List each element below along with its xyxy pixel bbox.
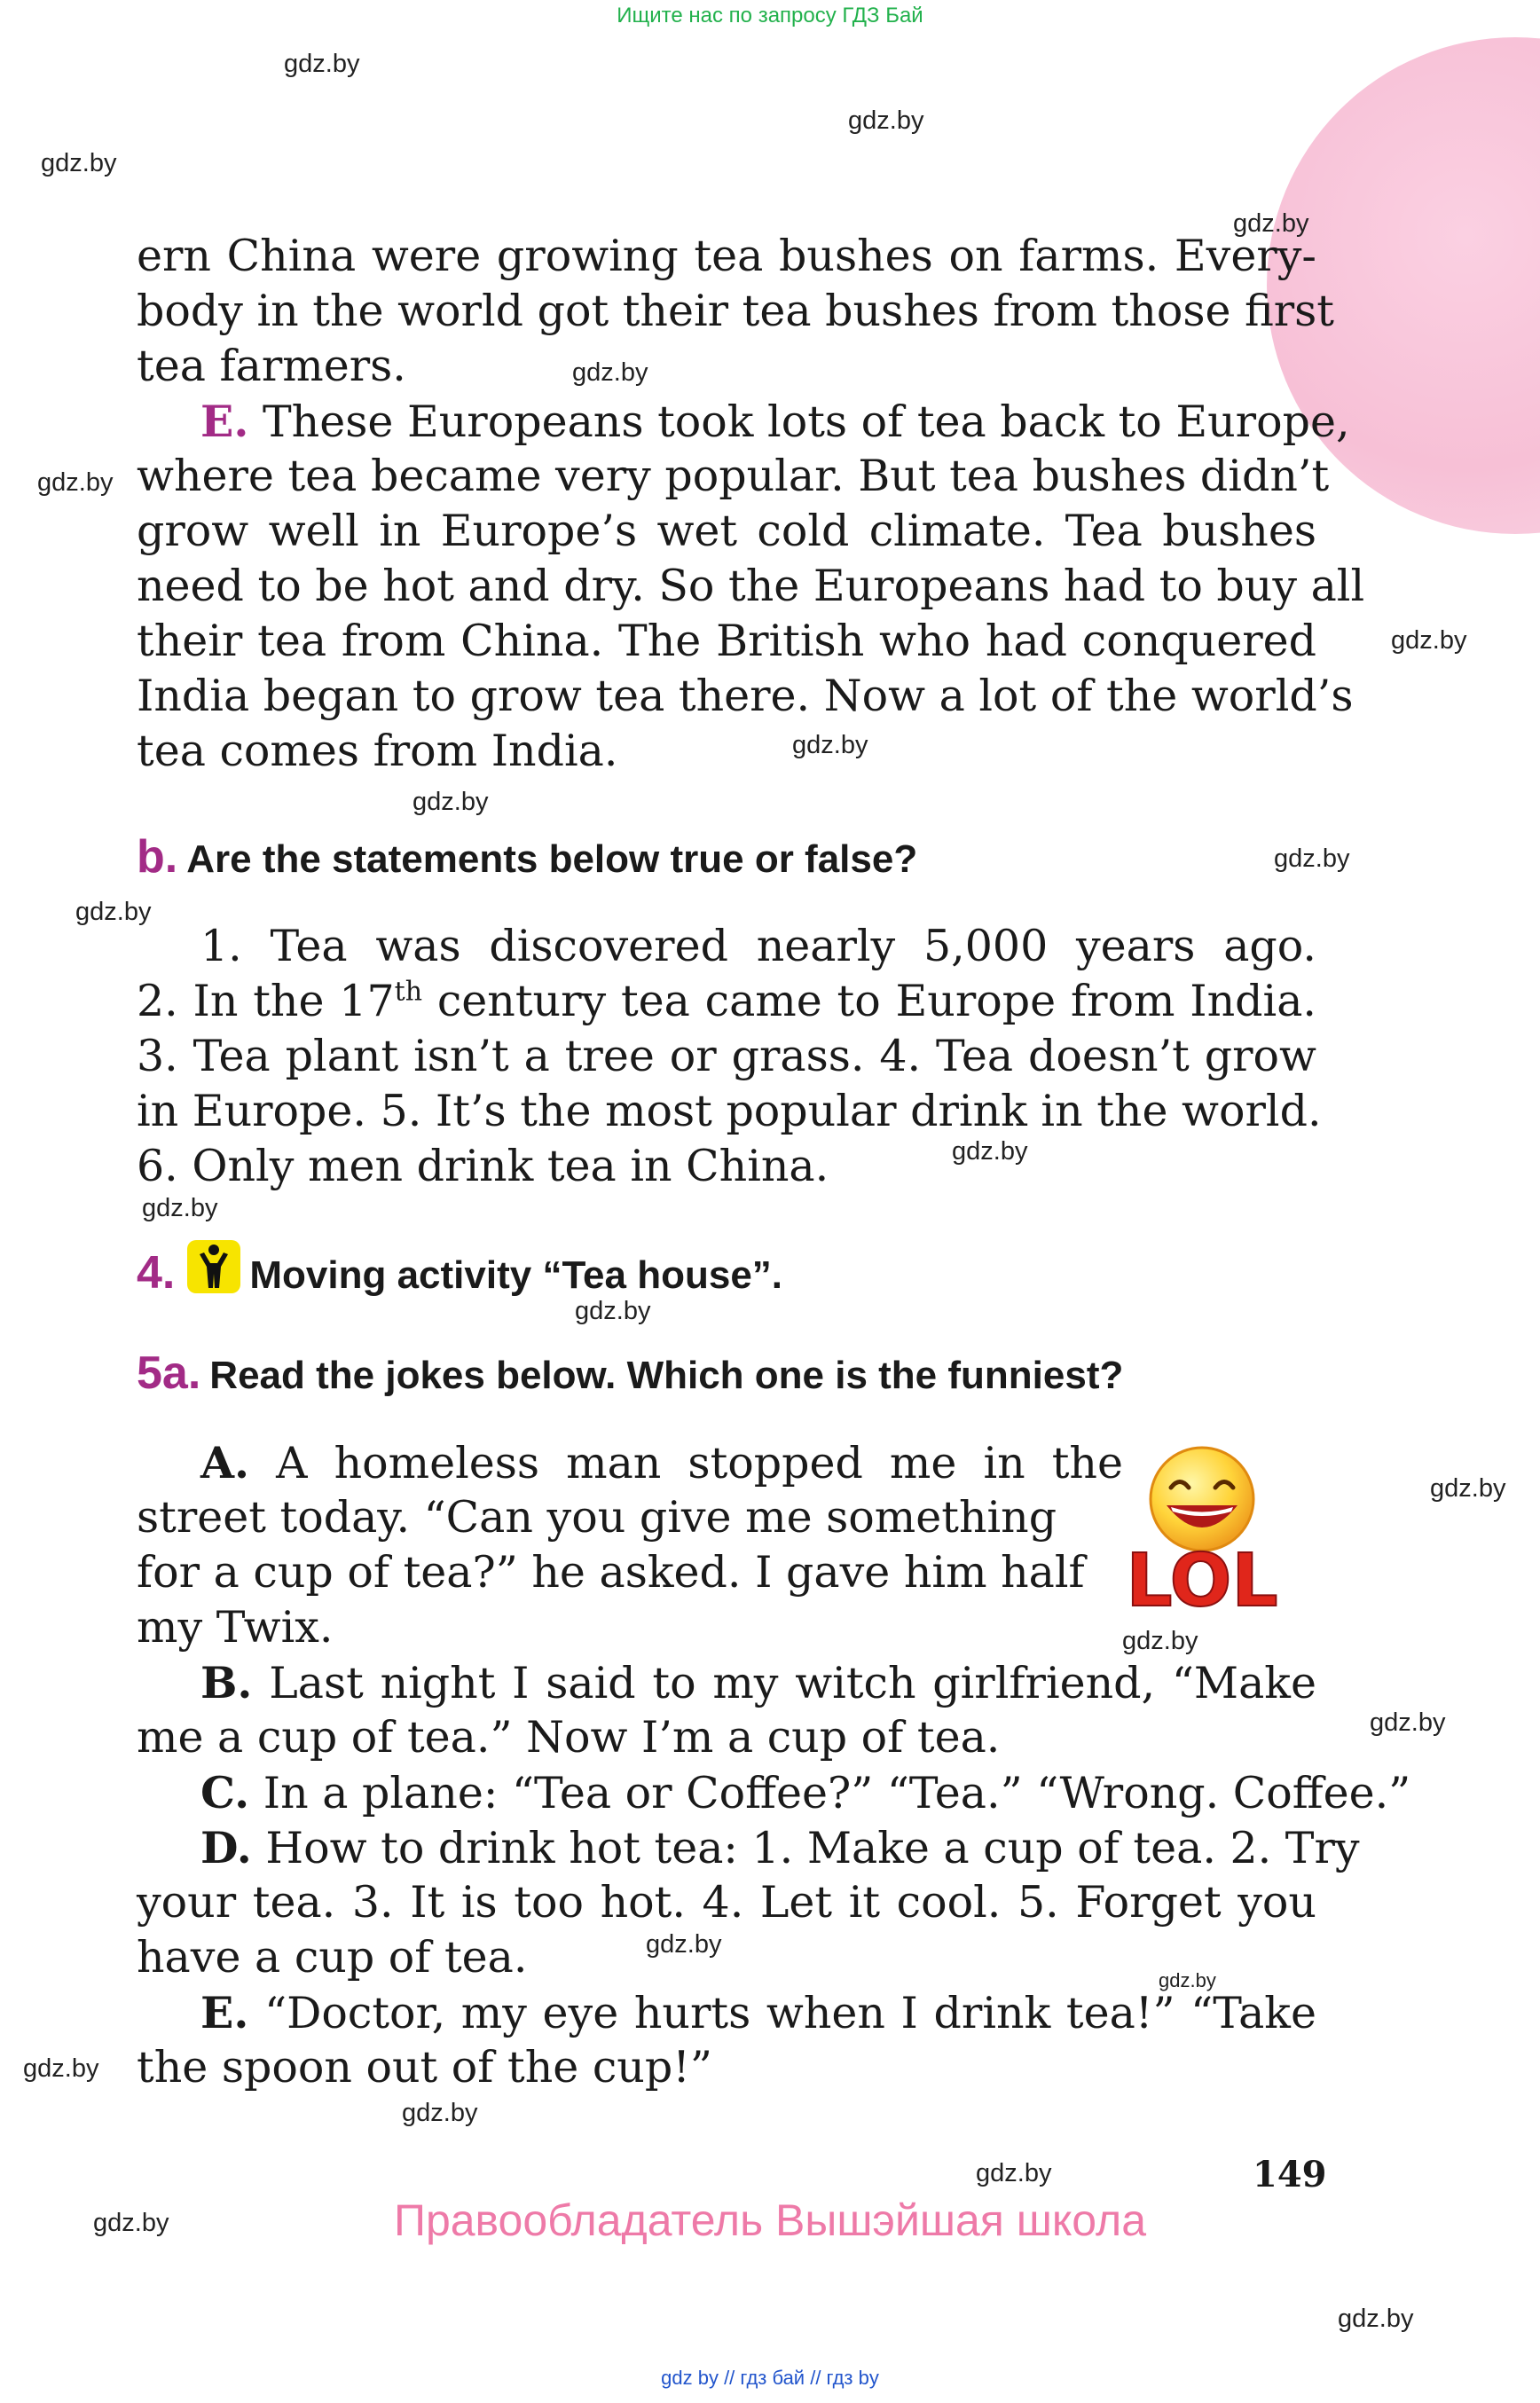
- passage-line: tea farmers.: [137, 341, 406, 391]
- joke-a-line: [137, 1435, 1123, 1491]
- statement-line: [137, 974, 1316, 1029]
- task-number: b.: [137, 831, 178, 883]
- joke-marker: B.: [200, 1657, 253, 1708]
- passage-line: ern China were growing tea bushes on farms. Every-: [137, 231, 1316, 281]
- watermark: gdz.by: [1338, 2305, 1414, 2333]
- joke-text: “Doctor, my eye hurts when I drink tea!” “Take: [264, 1988, 1316, 2038]
- passage-e-line: their tea from China. The British who had conquered: [137, 616, 1316, 666]
- moving-person-icon: [187, 1240, 240, 1293]
- watermark: gdz.by: [93, 2209, 169, 2237]
- watermark: gdz.by: [848, 106, 924, 135]
- statement-line: 6. Only men drink tea in China.: [137, 1141, 829, 1191]
- top-banner[interactable]: Ищите нас по запросу ГДЗ Бай: [617, 4, 923, 27]
- statement-line: 3. Tea plant isn’t a tree or grass. 4. Tea doesn’t grow: [137, 1031, 1316, 1081]
- passage-e-line: grow well in Europe’s wet cold climate. Tea bushes: [137, 506, 1316, 556]
- joke-marker: C.: [200, 1767, 250, 1818]
- superscript: th: [394, 976, 423, 1008]
- joke-a-line: street today. “Can you give me something: [137, 1492, 1057, 1543]
- task-5a-heading: [137, 1347, 1123, 1400]
- watermark: gdz.by: [75, 898, 152, 926]
- watermark: gdz.by: [1122, 1627, 1198, 1655]
- statement-text: century tea came to Europe from India.: [422, 976, 1316, 1026]
- joke-marker: A.: [200, 1437, 250, 1488]
- passage-e-line: tea comes from India.: [137, 726, 618, 776]
- watermark: gdz.by: [646, 1930, 722, 1959]
- passage-e-line: need to be hot and dry. So the Europeans had to buy all: [137, 561, 1365, 611]
- passage-marker: E.: [200, 396, 249, 447]
- watermark: gdz.by: [952, 1137, 1028, 1166]
- watermark: gdz.by: [572, 358, 648, 387]
- watermark: gdz.by: [402, 2099, 478, 2127]
- watermark: gdz.by: [1430, 1474, 1506, 1503]
- joke-e-line: [137, 1985, 1316, 2041]
- watermark: gdz.by: [1370, 1708, 1446, 1737]
- joke-e-line: the spoon out of the cup!”: [137, 2042, 712, 2093]
- statement-text: 2. In the 17: [137, 976, 395, 1026]
- watermark: gdz.by: [1159, 1969, 1216, 1991]
- watermark: gdz.by: [792, 731, 868, 759]
- joke-b-line: [137, 1655, 1316, 1711]
- joke-d-line: your tea. 3. It is too hot. 4. Let it cool. 5. Forget you: [137, 1877, 1316, 1928]
- joke-b-line: me a cup of tea.” Now I’m a cup of tea.: [137, 1712, 1001, 1763]
- watermark: gdz.by: [575, 1297, 651, 1325]
- task-number: 5a.: [137, 1347, 201, 1399]
- bottom-links[interactable]: gdz by // гдз бай // гдз by: [661, 2367, 879, 2389]
- watermark: gdz.by: [142, 1194, 218, 1222]
- joke-a-line: my Twix.: [137, 1602, 334, 1653]
- passage-e-line: [137, 394, 1350, 450]
- watermark: gdz.by: [1274, 844, 1350, 873]
- passage-line: body in the world got their tea bushes from those first: [137, 286, 1334, 336]
- copyright-notice: Правообладатель Вышэйшая школа: [394, 2195, 1146, 2245]
- joke-a-line: for a cup of tea?” he asked. I gave him half: [137, 1547, 1085, 1598]
- task-instruction: Read the jokes below. Which one is the funniest?: [209, 1354, 1124, 1397]
- statement-line: in Europe. 5. It’s the most popular drink in the world.: [137, 1086, 1322, 1136]
- joke-d-line: have a cup of tea.: [137, 1932, 528, 1983]
- joke-d-line: [137, 1820, 1360, 1876]
- passage-e-line: where tea became very popular. But tea bushes didn’t: [137, 451, 1330, 501]
- joke-c-line: [137, 1765, 1411, 1821]
- joke-marker: E.: [200, 1987, 249, 2038]
- joke-text: How to drink hot tea: 1. Make a cup of tea. 2. Try: [265, 1823, 1360, 1873]
- task-instruction: Moving activity “Tea house”.: [249, 1253, 783, 1297]
- watermark: gdz.by: [412, 788, 489, 816]
- lol-text: LOL: [1126, 1539, 1278, 1616]
- task-b-heading: [137, 830, 917, 883]
- joke-text: A homeless man stopped me in the: [276, 1438, 1123, 1488]
- page-number: 149: [1253, 2154, 1327, 2195]
- task-4-heading: [137, 1240, 782, 1300]
- watermark: gdz.by: [976, 2159, 1052, 2187]
- watermark: gdz.by: [41, 149, 117, 177]
- joke-text: Last night I said to my witch girlfriend, “Make: [269, 1658, 1316, 1708]
- statement-line: 1. Tea was discovered nearly 5,000 years ago.: [200, 921, 1316, 971]
- watermark: gdz.by: [1233, 209, 1309, 238]
- joke-marker: D.: [200, 1822, 252, 1873]
- task-instruction: Are the statements below true or false?: [186, 837, 918, 881]
- joke-text: In a plane: “Tea or Coffee?” “Tea.” “Wrong. Coffee.”: [263, 1768, 1411, 1818]
- passage-e-line: India began to grow tea there. Now a lot of the world’s: [137, 671, 1354, 721]
- watermark: gdz.by: [23, 2054, 99, 2083]
- watermark: gdz.by: [284, 50, 360, 78]
- watermark: gdz.by: [37, 468, 114, 497]
- watermark: gdz.by: [1391, 626, 1467, 655]
- passage-e-text: These Europeans took lots of tea back to Europe,: [263, 397, 1350, 447]
- task-number: 4.: [137, 1247, 176, 1299]
